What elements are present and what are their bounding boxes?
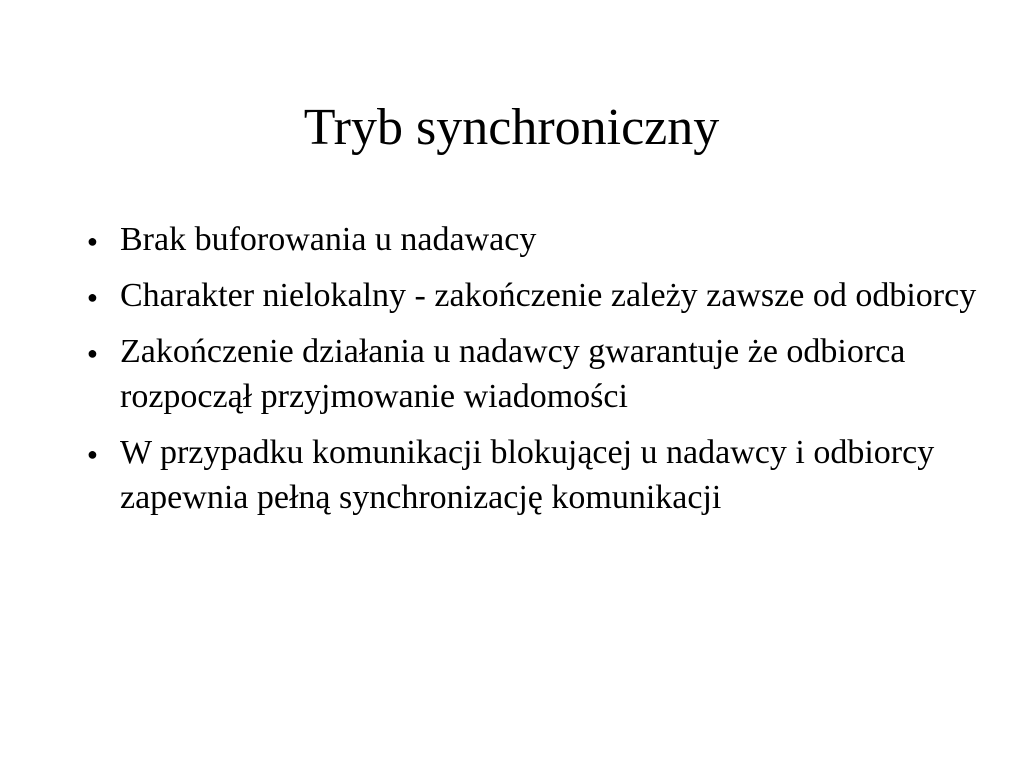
slide-title: Tryb synchroniczny [303,99,720,156]
bullet-dot-icon: ● [87,231,98,251]
bullet-item [84,430,984,520]
bullet-text: W przypadku komunikacji blokującej u nadawcy i odbiorcy zapewnia pełną synchronizację komunikacji [120,434,935,516]
bullet-text: Charakter nielokalny - zakończenie zależy zawsze od odbiorcy [120,277,977,314]
bullet-dot-icon: ● [87,343,98,363]
bullet-item [84,273,984,318]
bullet-text: Zakończenie działania u nadawcy gwarantuje że odbiorca rozpoczął przyjmowanie wiadomości [120,333,906,415]
bullet-item [84,217,984,262]
bullet-dot-icon: ● [87,287,98,307]
bullet-dot-icon: ● [87,444,98,464]
bullet-list [84,217,984,531]
bullet-text: Brak buforowania u nadawacy [120,221,537,258]
bullet-item [84,329,984,419]
